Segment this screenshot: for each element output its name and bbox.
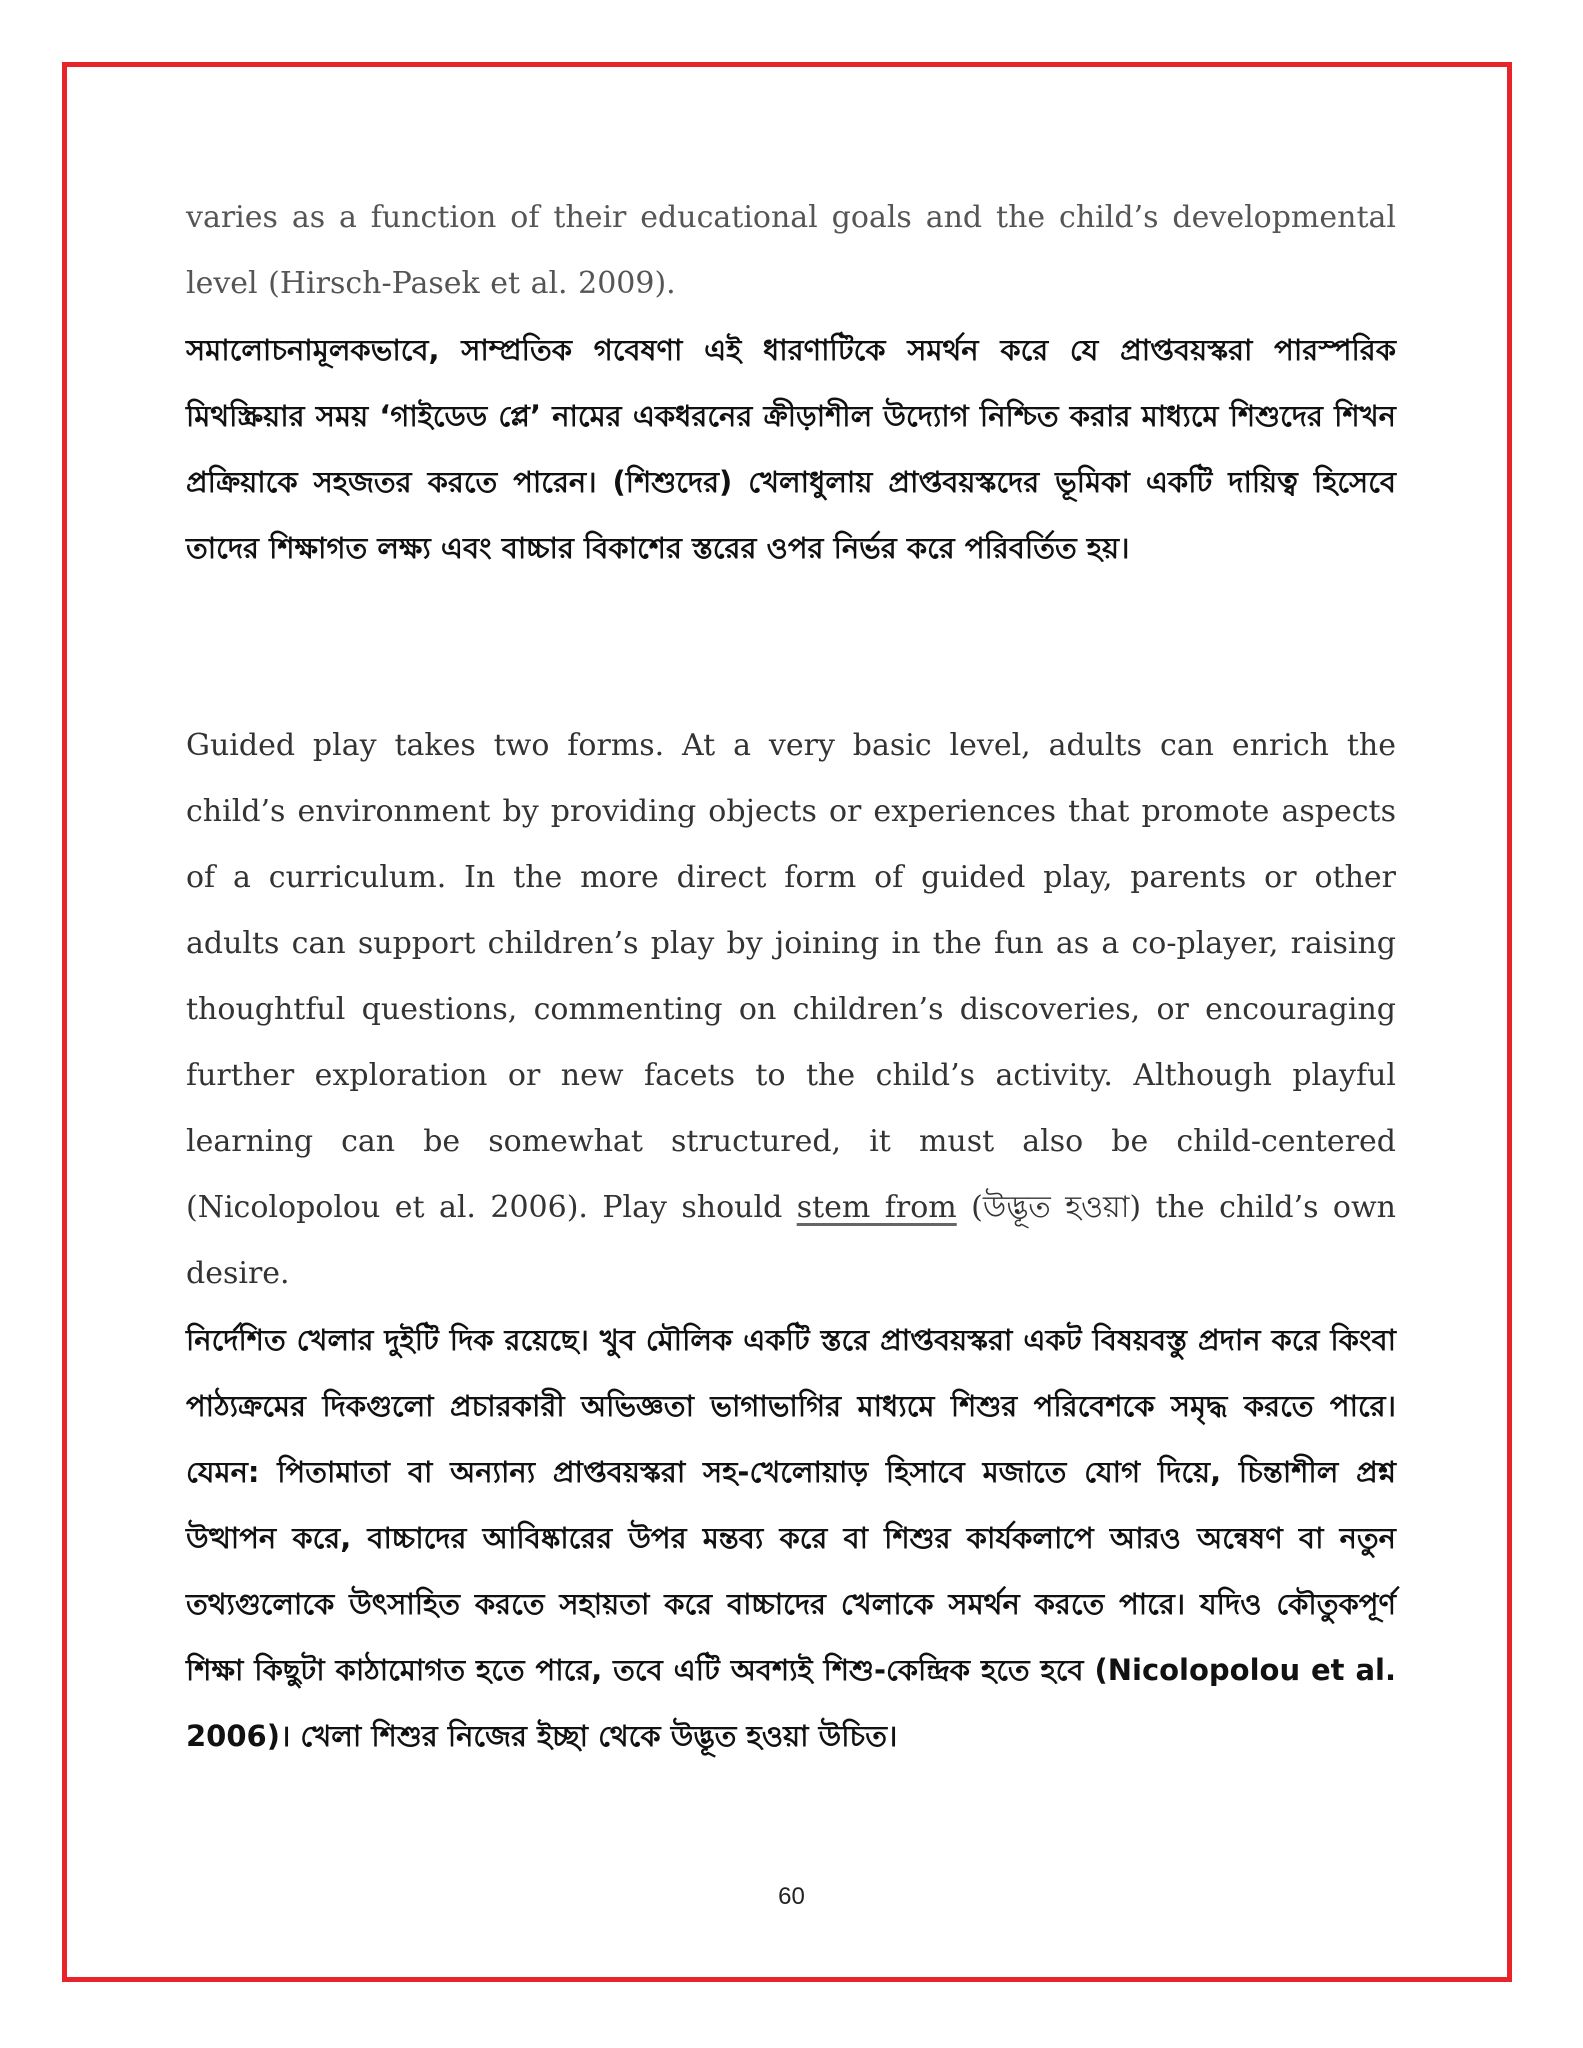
paragraph-spacer — [186, 581, 1396, 713]
paragraph-bengali-translation-1: সমালোচনামূলকভাবে, সাম্প্রতিক গবেষণা এই ধারণাটিকে সমর্থন করে যে প্রাপ্তবয়স্করা পারস্পরিক মিথস্ক্রিয়ার সময় ‘গাইডেড প্লে’ নামের একধরনের ক্রীড়াশীল উদ্যোগ নিশ্চিত করার মাধ্যমে শিশুদের শিখন প্রক্রিয়াকে সহজতর করতে পারেন। (শিশুদের) খেলাধুলায় প্রাপ্তবয়স্কদের ভূমিকা একটি দায়িত্ব হিসেবে তাদের শিক্ষাগত লক্ষ্য এবং বাচ্চার বিকাশের স্তরের ওপর নির্ভর করে পরিবর্তিত হয়। — [186, 333, 1396, 565]
guided-play-text-end: (উদ্ভূত হওয়া) the child’s own desire. — [186, 1190, 1396, 1291]
page-content — [186, 185, 1396, 1769]
vocabulary-term: stem from — [796, 1190, 957, 1225]
paragraph-english-continuation: varies as a function of their educational goals and the child’s developmental level (Hirsch-Pasek et al. 2009). — [186, 200, 1396, 301]
guided-play-text: Guided play takes two forms. At a very basic level, adults can enrich the child’s environment by providing objects or experiences that promote aspects of a curriculum. In the more direct form of guided play, parents or other adults can support children’s play by joining in the fun as a co-player, raising thoughtful questions, commenting on children’s discoveries, or encouraging further exploration or new facets to the child’s activity. Although playful learning can be somewhat structured, it must also be child-centered (Nicolopolou et al. 2006). Play should — [186, 728, 1396, 1225]
paragraph-bengali-translation-2: নির্দেশিত খেলার দুইটি দিক রয়েছে। খুব মৌলিক একটি স্তরে প্রাপ্তবয়স্করা একট বিষয়বস্তু প্রদান করে কিংবা পাঠ্যক্রমের দিকগুলো প্রচারকারী অভিজ্ঞতা ভাগাভাগির মাধ্যমে শিশুর পরিবেশকে সমৃদ্ধ করতে পারে। যেমন: পিতামাতা বা অন্যান্য প্রাপ্তবয়স্করা সহ-খেলোয়াড় হিসাবে মজাতে যোগ দিয়ে, চিন্তাশীল প্রশ্ন উত্থাপন করে, বাচ্চাদের আবিষ্কারের উপর মন্তব্য করে বা শিশুর কার্যকলাপে আরও অন্বেষণ বা নতুন তথ্যগুলোকে উৎসাহিত করতে সহায়তা করে বাচ্চাদের খেলাকে সমর্থন করতে পারে। যদিও কৌতুকপূর্ণ শিক্ষা কিছুটা কাঠামোগত হতে পারে, তবে এটি অবশ্যই শিশু-কেন্দ্রিক হতে হবে (Nicolopolou et al. 2006)। খেলা শিশুর নিজের ইচ্ছা থেকে উদ্ভূত হওয়া উচিত। — [186, 1323, 1396, 1753]
paragraph-english-guided-play — [186, 713, 1396, 1307]
page-number: 60 — [778, 1883, 805, 1910]
